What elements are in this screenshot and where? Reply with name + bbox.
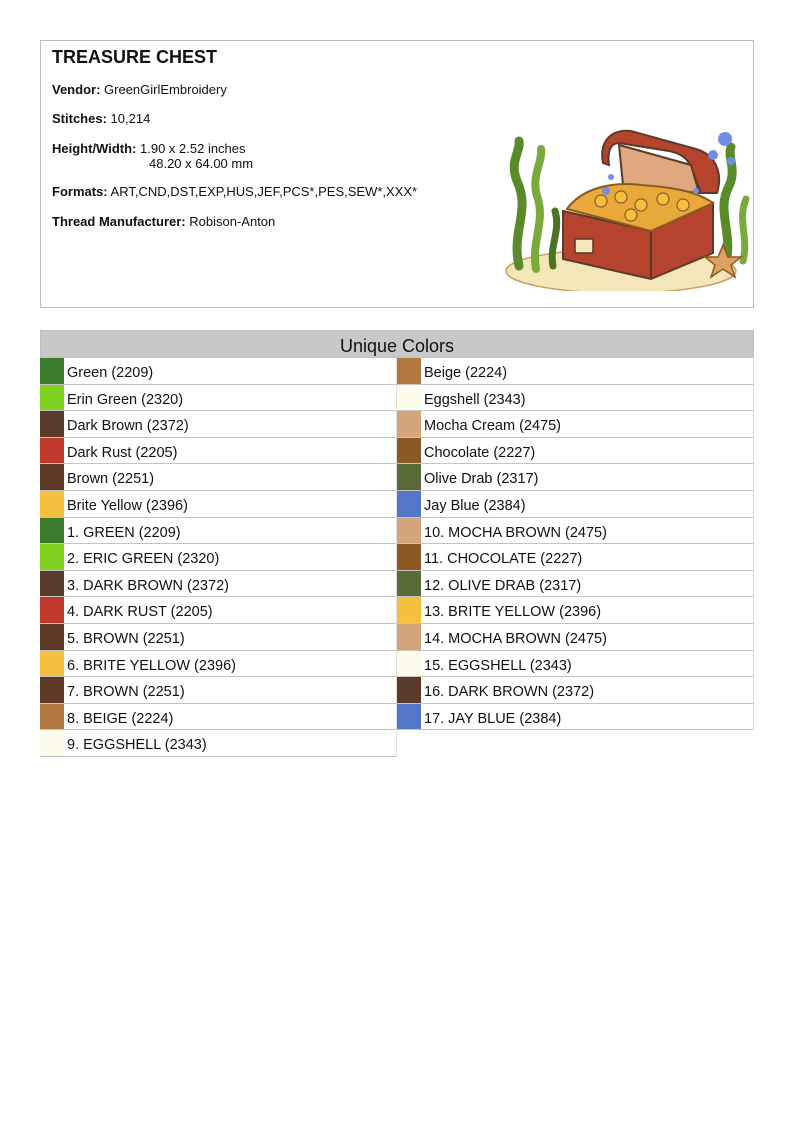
color-label: Beige (2224): [424, 365, 508, 381]
color-label: Eggshell (2343): [424, 391, 526, 408]
color-label: 5. BROWN (2251): [67, 630, 185, 647]
color-swatch: [397, 704, 421, 730]
color-label: 6. BRITE YELLOW (2396): [67, 657, 236, 674]
color-swatch: [40, 438, 64, 464]
color-swatch: [397, 677, 421, 703]
color-label: Mocha Cream (2475): [424, 418, 561, 435]
thread-manufacturer-row: [52, 214, 275, 229]
color-label: 12. OLIVE DRAB (2317): [424, 577, 582, 594]
color-label: Brown (2251): [67, 471, 155, 488]
height-width-row: [52, 141, 246, 156]
color-row: [397, 704, 754, 731]
color-swatch: [397, 624, 421, 650]
color-row: [397, 385, 754, 412]
color-swatch: [397, 651, 421, 677]
color-label: 2. ERIC GREEN (2320): [67, 551, 220, 568]
color-label: Olive Drab (2317): [424, 471, 539, 488]
color-row: [40, 464, 397, 491]
color-row: [40, 651, 397, 678]
unique-colors-header: Unique Colors: [40, 330, 754, 358]
color-row: [40, 730, 397, 757]
color-swatch: [397, 438, 421, 464]
color-row: [397, 597, 754, 624]
color-swatch: [397, 411, 421, 437]
color-row: [40, 597, 397, 624]
color-row: [40, 518, 397, 545]
color-swatch: [40, 677, 64, 703]
height-width-label: Height/Width:: [52, 141, 137, 156]
color-row: [397, 571, 754, 598]
color-row: [397, 677, 754, 704]
color-swatch: [40, 571, 64, 597]
color-row: [397, 438, 754, 465]
color-label: 17. JAY BLUE (2384): [424, 710, 562, 727]
color-label: Erin Green (2320): [67, 391, 184, 408]
color-swatch: [397, 385, 421, 411]
height-width-inches: 1.90 x 2.52 inches: [140, 141, 246, 156]
color-row: [40, 544, 397, 571]
formats-row: [52, 184, 417, 199]
color-row: [40, 385, 397, 412]
color-row: [397, 358, 754, 385]
color-row: [397, 544, 754, 571]
colors-left-column: [40, 358, 397, 757]
color-swatch: [397, 544, 421, 570]
color-row: [40, 624, 397, 651]
color-swatch: [397, 571, 421, 597]
treasure-chest-illustration: [491, 81, 751, 291]
color-swatch: [40, 491, 64, 517]
color-label: 16. DARK BROWN (2372): [424, 684, 595, 701]
color-label: 10. MOCHA BROWN (2475): [424, 524, 607, 541]
vendor-value: GreenGirlEmbroidery: [104, 82, 227, 97]
color-row: [397, 651, 754, 678]
color-swatch: [40, 518, 64, 544]
color-row: [40, 358, 397, 385]
color-label: 11. CHOCOLATE (2227): [424, 551, 583, 568]
color-swatch: [40, 730, 64, 756]
color-swatch: [40, 544, 64, 570]
color-label: Dark Rust (2205): [67, 444, 178, 461]
color-swatch: [397, 358, 421, 384]
color-row: [397, 518, 754, 545]
formats-value: ART,CND,DST,EXP,HUS,JEF,PCS*,PES,SEW*,XXX*: [110, 184, 418, 199]
color-row: [40, 438, 397, 465]
color-label: 4. DARK RUST (2205): [67, 604, 213, 621]
color-row: [40, 571, 397, 598]
color-label: 9. EGGSHELL (2343): [67, 737, 207, 754]
color-label: 14. MOCHA BROWN (2475): [424, 630, 607, 647]
unique-colors-table: [40, 330, 754, 754]
color-swatch: [40, 651, 64, 677]
color-swatch: [397, 597, 421, 623]
color-swatch: [40, 704, 64, 730]
color-label: 15. EGGSHELL (2343): [424, 657, 572, 674]
color-row: [397, 464, 754, 491]
color-label: Jay Blue (2384): [424, 497, 526, 514]
color-swatch: [40, 624, 64, 650]
color-swatch: [397, 491, 421, 517]
color-row: [397, 491, 754, 518]
color-swatch: [40, 385, 64, 411]
color-swatch: [40, 464, 64, 490]
design-title: TREASURE CHEST: [52, 47, 218, 67]
color-label: Green (2209): [67, 365, 154, 381]
thread-manufacturer-label: Thread Manufacturer:: [52, 214, 186, 229]
thread-manufacturer-value: Robison-Anton: [189, 214, 276, 229]
stitches-label: Stitches:: [52, 111, 107, 126]
color-swatch: [397, 464, 421, 490]
color-row: [397, 411, 754, 438]
color-label: 13. BRITE YELLOW (2396): [424, 604, 602, 621]
color-label: 3. DARK BROWN (2372): [67, 577, 229, 594]
color-swatch: [40, 597, 64, 623]
stitches-value: 10,214: [110, 111, 151, 126]
color-row: [397, 624, 754, 651]
color-label: Chocolate (2227): [424, 444, 536, 461]
color-label: 7. BROWN (2251): [67, 684, 185, 701]
color-swatch: [40, 411, 64, 437]
color-label: Dark Brown (2372): [67, 418, 189, 435]
stitches-row: [52, 111, 150, 126]
formats-label: Formats:: [52, 184, 108, 199]
color-swatch: [40, 358, 64, 384]
color-label: 1. GREEN (2209): [67, 524, 181, 541]
vendor-row: [52, 82, 227, 97]
color-label: Brite Yellow (2396): [67, 497, 188, 514]
color-row: [40, 411, 397, 438]
vendor-label: Vendor:: [52, 82, 101, 97]
color-row: [40, 677, 397, 704]
color-label: 8. BEIGE (2224): [67, 710, 174, 727]
height-width-mm: 48.20 x 64.00 mm: [149, 156, 254, 171]
color-swatch: [397, 518, 421, 544]
color-row: [40, 491, 397, 518]
color-row: [40, 704, 397, 731]
colors-right-column: [397, 358, 754, 730]
design-info-box: [40, 40, 754, 308]
